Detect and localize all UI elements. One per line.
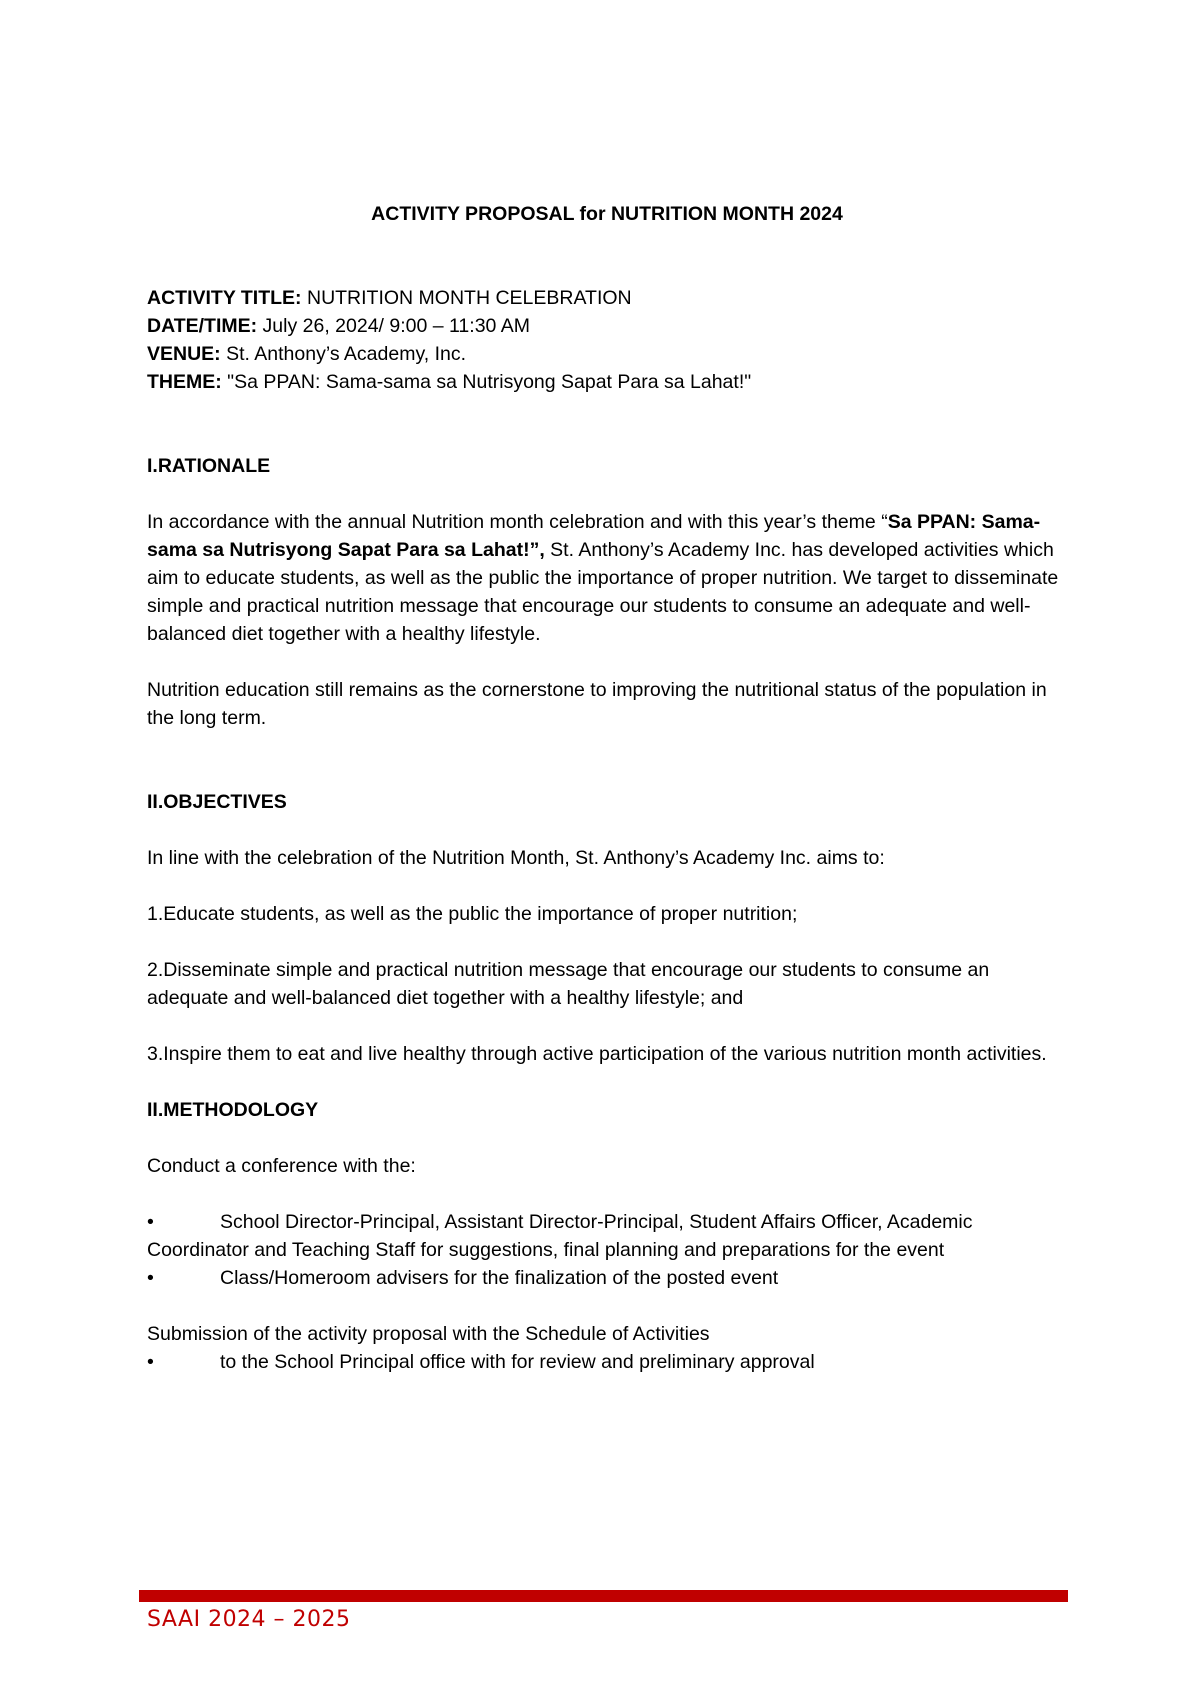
- rationale-theme-bold: Sa PPAN: Sama-sama sa Nutrisyong Sapat Para sa Lahat!”,: [147, 511, 1041, 561]
- field-label: THEME:: [147, 371, 222, 393]
- rationale-paragraph-2: Nutrition education still remains as the cornerstone to improving the nutritional status of the population in the long term.: [147, 679, 1047, 729]
- bullet-icon: •: [147, 1211, 154, 1233]
- objective-item: 2.Disseminate simple and practical nutrition message that encourage our students to consume an adequate and well-balanced diet together with a healthy lifestyle; and: [147, 959, 990, 1009]
- objective-item: 1.Educate students, as well as the public the importance of proper nutrition;: [147, 903, 798, 925]
- methodology-heading: II.METHODOLOGY: [147, 1099, 319, 1121]
- objectives-heading: II.OBJECTIVES: [147, 791, 287, 813]
- date-time-field: [147, 312, 1067, 340]
- conference-bullet-item: [147, 1208, 1067, 1264]
- footer-divider: [139, 1590, 1068, 1602]
- footer-text: SAAI 2024 – 2025: [147, 1607, 351, 1632]
- rationale-paragraph: [147, 508, 1067, 648]
- field-value: St. Anthony’s Academy, Inc.: [220, 343, 467, 365]
- bullet-icon: •: [147, 1267, 154, 1289]
- theme-field: [147, 368, 1067, 396]
- rationale-heading: I.RATIONALE: [147, 455, 271, 477]
- objective-item: 3.Inspire them to eat and live healthy through active participation of the various nutrition month activities.: [147, 1043, 1047, 1065]
- field-value: "Sa PPAN: Sama-sama sa Nutrisyong Sapat Para sa Lahat!": [221, 371, 752, 393]
- bullet-text: to the School Principal office with for review and preliminary approval: [220, 1351, 815, 1373]
- bullet-icon: •: [147, 1351, 154, 1373]
- venue-field: [147, 340, 1067, 368]
- rationale-text-post: St. Anthony’s Academy Inc. has developed activities which aim to educate students, as well as the public the importance of proper nutrition. We target to disseminate simple and practical nutrition message that encourage our students to consume an adequate and well-balanced diet together with a healthy lifestyle.: [147, 539, 1059, 645]
- document-body: [147, 200, 1067, 1376]
- bullet-text: Class/Homeroom advisers for the finalization of the posted event: [220, 1267, 779, 1289]
- field-label: ACTIVITY TITLE:: [147, 287, 302, 309]
- submission-intro: Submission of the activity proposal with the Schedule of Activities: [147, 1323, 710, 1345]
- conference-bullet-item: [147, 1264, 1067, 1292]
- field-label: VENUE:: [147, 343, 221, 365]
- activity-title-field: [147, 284, 1067, 312]
- submission-bullet-item: [147, 1348, 1067, 1376]
- methodology-intro: Conduct a conference with the:: [147, 1155, 416, 1177]
- objectives-intro: In line with the celebration of the Nutrition Month, St. Anthony’s Academy Inc. aims to:: [147, 847, 885, 869]
- bullet-text: School Director-Principal, Assistant Director-Principal, Student Affairs Officer, Academic Coordinator and Teaching Staff for suggestions, final planning and preparations for the event: [147, 1211, 973, 1261]
- field-value: NUTRITION MONTH CELEBRATION: [301, 287, 632, 309]
- field-value: July 26, 2024/ 9:00 – 11:30 AM: [257, 315, 530, 337]
- field-label: DATE/TIME:: [147, 315, 258, 337]
- rationale-text-pre: In accordance with the annual Nutrition month celebration and with this year’s theme “: [147, 511, 888, 533]
- document-title: ACTIVITY PROPOSAL for NUTRITION MONTH 2024: [371, 203, 843, 225]
